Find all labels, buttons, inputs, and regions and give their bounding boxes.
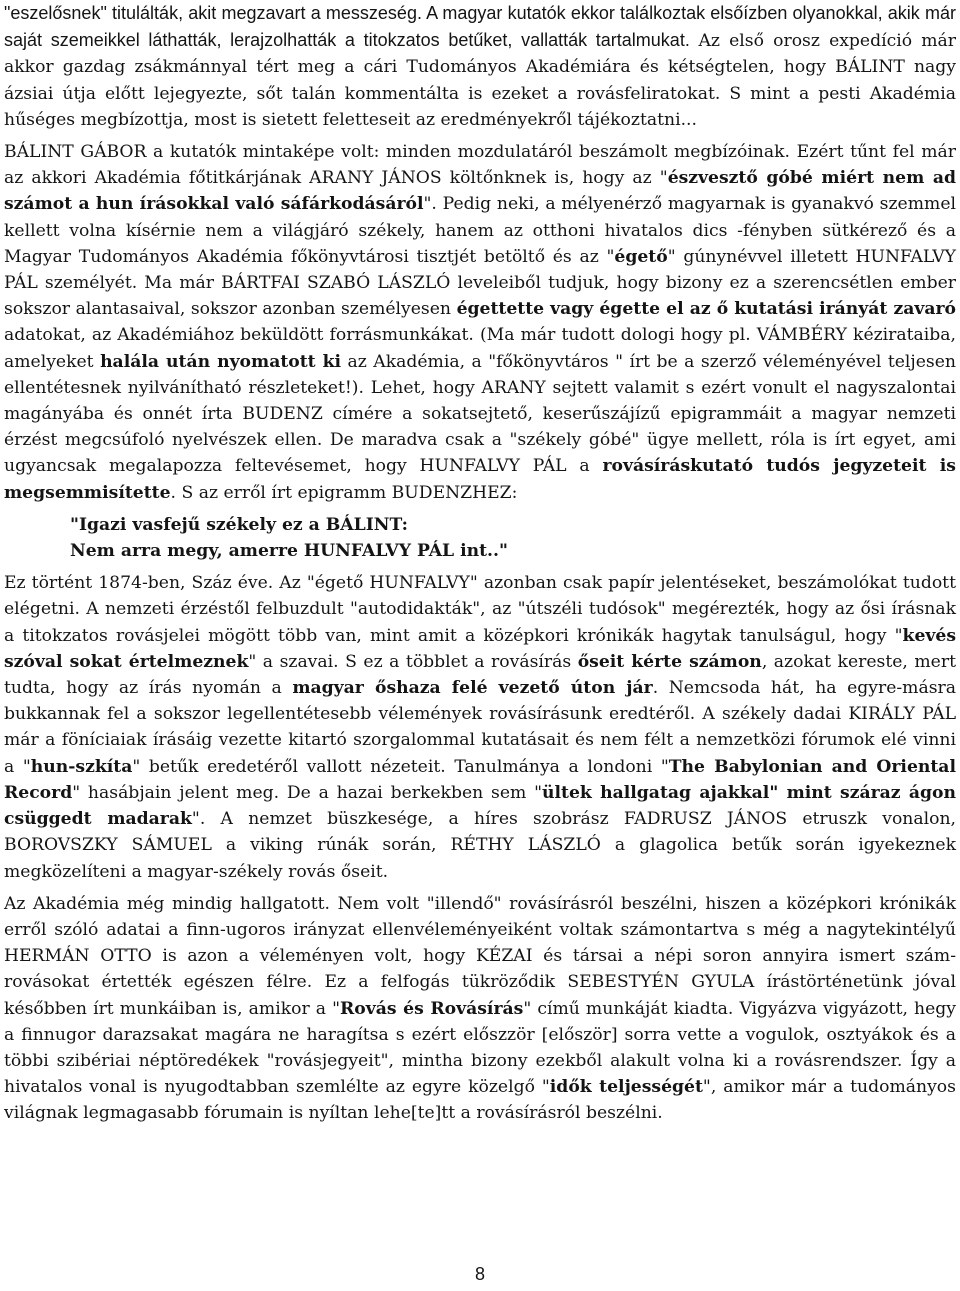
text-run: ". Pedig neki, a mélyenérző magyarnak is gyanakvó szemmel kellett volna kísérnie nem a világjáró székely, hanem az otthoni hivatalos dics -fényben sütkérező és a Magyar Tudományos Akadémia főkönyvtárosi tisztjét betöltő és az " (4, 194, 956, 267)
text-run: ", amikor már a tudományos világnak legmagasabb fórumain is nyíltan lehe[te]tt a rovásírásról beszélni. (4, 1077, 956, 1124)
epigram-line-1: "Igazi vasfejű székely ez a BÁLINT: (70, 514, 408, 535)
text-run: , azokat kereste, mert tudta, hogy az írás nyomán a (4, 651, 956, 699)
text-run: " című munkáját kiadta. Vigyázva vigyázott, hegy a finnugor darazsakat magára ne haragítsa s ezért előszzör [először] sorra vette a vogulok, osztyákok és a többi szibériai néptöredékek "rovásjegyeit", mintha bizony ezekből alakult volna ki a rovásrendszer. Így a hivatalos vonal is nyugodtabban szemlélte az egyre közelgő " (4, 998, 956, 1098)
text-run: Ez történt 1874-ben, Száz éve. Az "égető HUNFALVY" azonban csak papír jelentéseket, beszámolókat tudott elégetni. A nemzeti érzéstől felbuzdult "autodidakták", az "útszéli tudósok" megérezték, hogy az ősi írásnak a titokzatos rovásjelei mögött több van, mint amit a középkori krónikák hagytak tanulságul, hogy " (4, 573, 956, 646)
bold-text: halála után nyomatott ki (100, 351, 342, 372)
document-page (4, 0, 956, 1127)
epigram-quote (70, 512, 956, 564)
bold-text: Rovás és Rovásírás (340, 998, 524, 1019)
text-run: az Akadémia, a "főkönyvtáros " írt be a szerző véleményével teljesen ellentétesnek nyilvánítható részleteket!). Lehet, hogy ARANY sejtett valamit s ezért vonult el nagyszalontai magányába és onnét írta BUDENZ címére a sokatsejtető, keserűszájízű epigrammáit a magyar nemzeti érzést megcsúfoló nyelvészek ellen. De maradva csak a "székely góbé" ügye mellett, róla is írt egyet, ami ugyancsak megalapozza feltevésemet, hogy HUNFALVY PÁL a (4, 351, 956, 477)
bold-text: kevés szóval sokat értelmeznek (4, 625, 956, 672)
paragraphs-top (4, 0, 956, 506)
bold-text: égettette vagy égette el az ő kutatási irányát zavaró (456, 299, 956, 320)
paragraph-p3 (4, 570, 956, 884)
text-run: . S az erről írt epigramm BUDENZHEZ: (170, 482, 518, 503)
bold-text: magyar őshaza felé vezető úton jár (292, 678, 653, 699)
text-run: BÁLINT GÁBOR a kutatók mintaképe volt: minden mozdulatáról beszámolt megbízóinak. Ezért tűnt fel már az akkori Akadémia főtitkárjának ARANY JÁNOS költőnknek is, hogy az " (4, 142, 956, 189)
text-run: Az Akadémia még mindig hallgatott. Nem volt "illendő" rovásírásról beszélni, hiszen a középkori krónikák erről szóló adatai a finn-ugoros irányzat ellenvéleményeiként voltak számontartva s még a nagytekintélyű HERMÁN OTTO is azon a véleményen volt, hogy KÉZAI és társai a népi soron annyira ismert szám-rovásokat értették egészen félre. Ez a felfogás tükröződik SEBESTYÉN GYULA írástörténetünk jóval későbben írt munkáiban is, amikor a " (4, 893, 956, 1019)
bold-text: észvesztő góbé miért nem ad számot a hun írásokkal való sáfárkodásáról (4, 168, 957, 215)
bold-text: égető (614, 246, 668, 267)
paragraphs-bottom (4, 570, 956, 1126)
text-run: " hasábjain jelent meg. De a hazai berkekben sem " (72, 782, 542, 803)
epigram-line-2: Nem arra megy, amerre HUNFALVY PÁL int.." (70, 541, 508, 562)
paragraph-p2 (4, 139, 956, 506)
text-run: " a szavai. S ez a többlet a rovásírás (248, 651, 578, 672)
paragraph-p1 (4, 0, 956, 133)
page-number: 8 (474, 1264, 485, 1284)
bold-text: ültek hallgatag ajakkal" mint száraz ágon csüggedt madarak (4, 782, 956, 830)
bold-text: őseit kérte számon (577, 651, 762, 672)
text-run: " betűk eredetéről vallott nézeteit. Tanulmánya a londoni " (132, 756, 669, 777)
bold-text: The Babylonian and Oriental Record (4, 756, 956, 803)
text-run: "eszelősnek" titulálták, akit megzavart a messzeség. A magyar kutatók ekkor találkoztak elsőízben olyanokkal, akik már saját szemeikkel láthatták, lerajzolhatták a titokzatos betűket, vallatták tartalmukat. (4, 3, 956, 51)
text-run: ". A nemzet büszkesége, a híres szobrász FADRUSZ JÁNOS etruszk vonalon, BOROVSZKY SÁMUEL a viking rúnák során, RÉTHY LÁSZLÓ a glagolica betűk során igyekeznek megközelíteni a magyar-székely rovás őseit. (4, 809, 956, 882)
text-run: " gúnynévvel illetett HUNFALVY PÁL személyét. Ma már BÁRTFAI SZABÓ LÁSZLÓ leveleiből tudjuk, hogy bizony ez a szerencsétlen ember sokszor alantasaival, sokszor azonban személyesen (4, 246, 956, 320)
bold-text: hun-szkíta (30, 756, 133, 777)
text-run: adatokat, az Akadémiához beküldött forrásmunkákat. (Ma már tudott dologi hogy pl. VÁMBÉRY kézirataiba, amelyeket (4, 325, 956, 372)
paragraph-p4 (4, 891, 956, 1127)
text-run: Az első orosz expedíció már akkor gazdag zsákmánnyal tért meg a cári Tudományos Akadémiára és kétségtelen, hogy BÁLINT nagy ázsiai útja előtt lejegyezte, sőt talán kommentálta is ezeket a rovásfeliratokat. S mint a pesti Akadémia hűséges megbízottja, most is sietett feletteseit az eredményekről tájékoztatni... (4, 31, 956, 130)
bold-text: idők teljességét (549, 1077, 703, 1098)
text-run: . Nemcsoda hát, ha egyre-másra bukkannak fel a sokszor legellentétesebb vélemények rovásírásunk eredtéről. A székely dadai KIRÁLY PÁL már a föníciaiak írásáig vezette kitartó szorgalommal kutatásait és nem félt a nemzetközi fórumok elé vinni a " (4, 678, 957, 777)
bold-text: rovásíráskutató tudós jegyzeteit is megsemmisítette (4, 456, 956, 503)
